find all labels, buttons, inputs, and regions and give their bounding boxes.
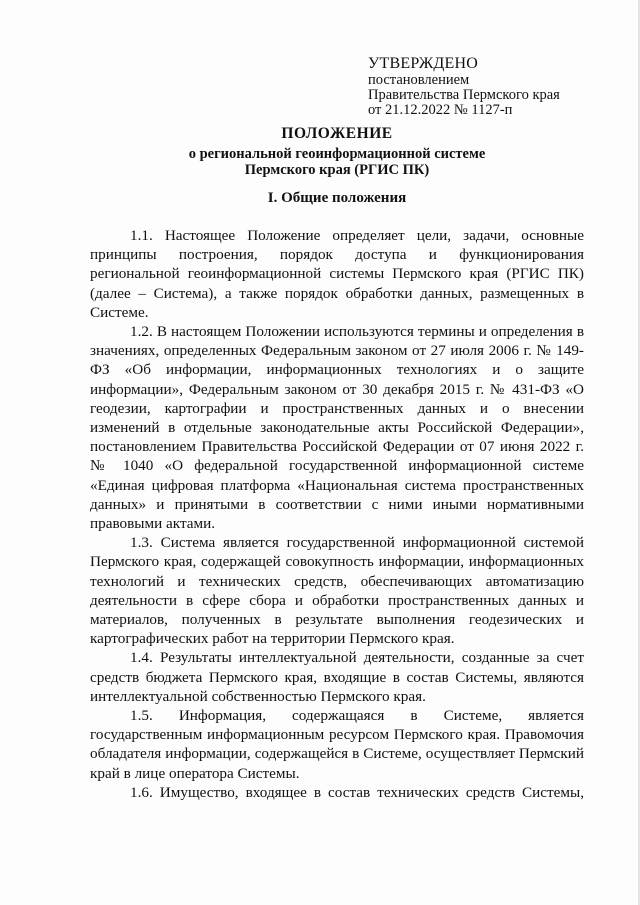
approval-title: УТВЕРЖДЕНО — [368, 55, 479, 72]
paragraph-1-6: 1.6. Имущество, входящее в состав технических средств Системы, — [130, 783, 584, 801]
document-body — [90, 226, 584, 802]
paragraph-1-3: 1.3. Система является государственной информационной системой Пермского края, содержащей совокупность информации, информационных технологий и технических средств, обеспечивающих автоматизацию деятельности в сфере сбора и обработки пространственных данных и материалов, полученных в результате выполнения геодезических и картографических работ на территории Пермского края. — [90, 534, 584, 648]
subtitle-line-1: о региональной геоинформационной системе — [188, 146, 486, 162]
paragraph-1-2: 1.2. В настоящем Положении используются термины и определения в значениях, определенных Федеральным законом от 27 июля 2006 г. № 149-ФЗ «Об информации, информационных технологиях и о защите информации», Федеральным законом от 30 декабря 2015 г. № 431-ФЗ «О геодезии, картографии и пространственных данных и о внесении изменений в отдельные законодательные акты Российской Федерации», постановлением Правительства Российской Федерации от 07 июня 2022 г. № 1040 «О федеральной государственной информационной системе «Единая цифровая платформа «Национальная система пространственных данных» и принятыми в соответствии с ними иными нормативными правовыми актами. — [90, 323, 584, 533]
paragraph-1-4: 1.4. Результаты интеллектуальной деятельности, созданные за счет средств бюджета Пермского края, входящие в состав Системы, являются интеллектуальной собственностью Пермского края. — [90, 649, 584, 705]
approval-line-2: Правительства Пермского края — [368, 87, 560, 103]
paragraph-1-5: 1.5. Информация, содержащаяся в Системе, является государственным информационным ресурсом Пермского края. Правомочия обладателя информации, содержащейся в Системе, осуществляет Пермский край в лице оператора Системы. — [90, 707, 584, 782]
document-subtitle — [90, 146, 584, 178]
paragraph-1-1: 1.1. Настоящее Положение определяет цели, задачи, основные принципы построения, порядок доступа и функционирования региональной геоинформационной системы Пермского края (РГИС ПК) (далее – Система), а также порядок обработки данных, размещенных в Системе. — [90, 227, 584, 321]
document-title: ПОЛОЖЕНИЕ — [281, 125, 393, 142]
approval-line-1: постановлением — [368, 72, 470, 88]
approval-stamp — [368, 55, 560, 118]
subtitle-line-2: Пермского края (РГИС ПК) — [244, 162, 430, 178]
section-title: I. Общие положения — [267, 190, 407, 206]
approval-line-3: от 21.12.2022 № 1127-п — [368, 102, 513, 118]
